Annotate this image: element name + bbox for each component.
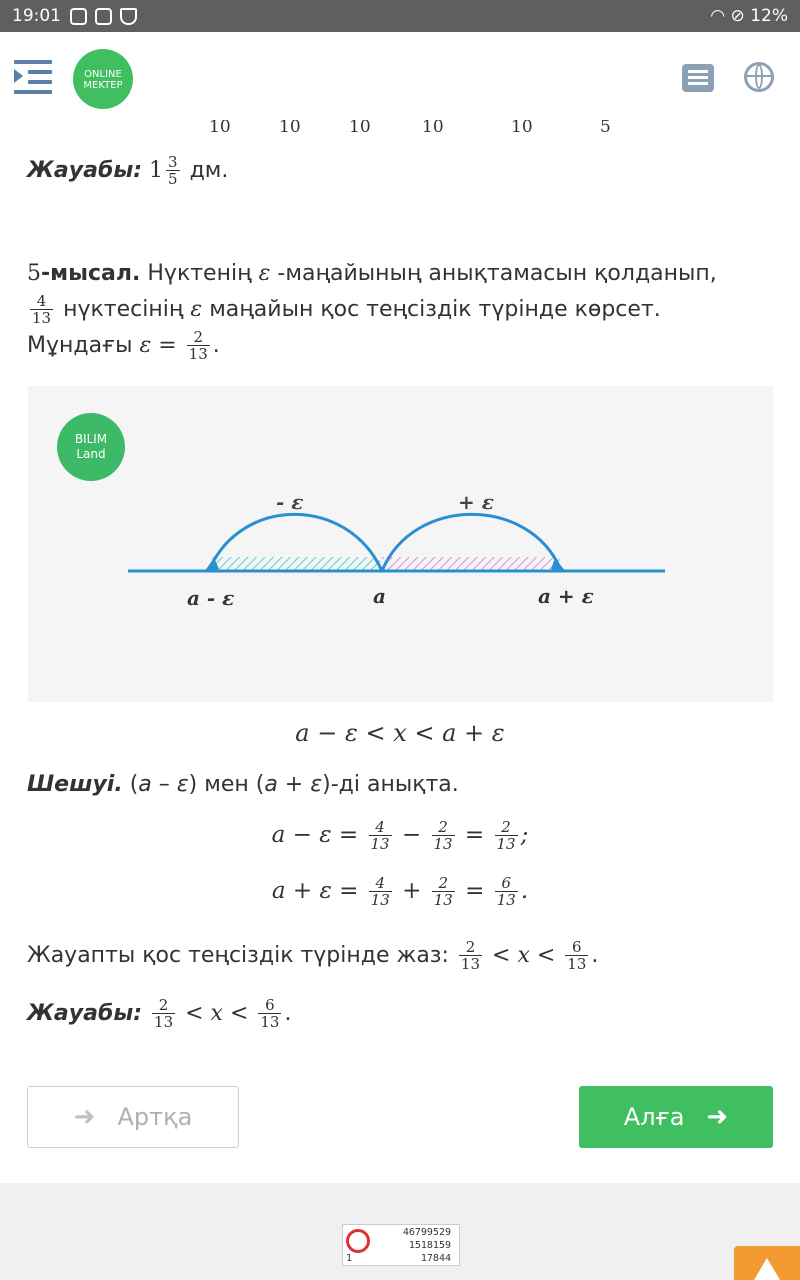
warning-icon[interactable] (734, 1246, 800, 1280)
status-time: 19:01 (12, 6, 61, 26)
partial-den: 5 (600, 120, 611, 134)
gallery-icon (95, 8, 112, 25)
battery-level: 12% (750, 6, 788, 26)
inequality: a − ε < x < a + ε (295, 719, 505, 747)
answer-label: Жауабы: (27, 1001, 143, 1026)
dnd-icon: ⊘ (730, 6, 745, 26)
back-button[interactable] (27, 1086, 239, 1148)
write-answer-line: Жауапты қос теңсіздік түрінде жаз: $\frac{2}{13}$ < x < $\frac{6}{13}$ . (27, 938, 599, 973)
example-number: 5 (27, 261, 41, 286)
list-icon[interactable] (682, 64, 714, 92)
partial-row (0, 120, 800, 134)
status-right (710, 6, 788, 26)
answer-unit: дм. (189, 158, 229, 183)
answer-1 (27, 155, 228, 187)
answer-label: Жауабы: (27, 158, 143, 183)
example-text: нүктесінің (63, 297, 184, 322)
a-label: a (373, 584, 386, 608)
instagram-icon (70, 8, 87, 25)
partial-den: 10 (349, 120, 371, 134)
example-text: -маңайының анықтамасын қолданып, (277, 261, 717, 286)
partial-den: 10 (279, 120, 301, 134)
arrow-right-icon: ➜ (706, 1102, 729, 1132)
counter-value: 46799529 (402, 1227, 451, 1238)
next-label: Алға (623, 1103, 685, 1131)
a-plus-eps-label: a + ε (538, 584, 594, 608)
logo-line1: ONLINE (84, 69, 122, 80)
answer-2: Жауабы: $\frac{2}{13}$ < x < $\frac{6}{13}$ . (27, 996, 292, 1031)
example-5 (27, 256, 777, 364)
point-fraction: $\frac{4}{13}$ (32, 292, 52, 327)
status-bar (0, 0, 800, 32)
partial-den: 10 (209, 120, 231, 134)
example-text: маңайын қос теңсіздік түрінде көрсет. (209, 297, 661, 322)
a-minus-eps-label: a - ε (187, 586, 235, 610)
next-button[interactable] (579, 1086, 773, 1148)
plus-eps-label: + ε (458, 490, 494, 514)
online-mektep-logo[interactable] (73, 49, 133, 109)
example-text: Мұндағы (27, 333, 133, 358)
partial-den: 10 (422, 120, 444, 134)
solution-intro: Шешуі. (а – ε) мен (а + ε)-ді анықта. (27, 772, 459, 797)
back-label: Артқа (117, 1103, 193, 1131)
solution-line-1: a − ε = $\frac{4}{13}$ − $\frac{2}{13}$ = $\frac{2}{13}$ ; (271, 818, 529, 853)
answer-fraction: $\frac{3}{5}$ (168, 153, 178, 188)
expr-a-minus-eps: а – ε (138, 772, 189, 797)
shield-icon (120, 8, 137, 25)
answer-whole: 1 (149, 158, 164, 183)
arrow-left-icon: ➜ (73, 1102, 96, 1132)
number-line-diagram (28, 386, 773, 702)
expr-a-plus-eps: а + ε (264, 772, 323, 797)
counter-value: 1518159 (408, 1240, 451, 1251)
example-title: -мысал. (41, 261, 141, 286)
counter-circle-icon (346, 1229, 370, 1253)
logo-line2: MEKTEP (83, 80, 123, 91)
app-header (0, 32, 800, 124)
example-text: Нүктенің (147, 261, 252, 286)
epsilon-neighborhood-figure (28, 386, 773, 702)
epsilon-fraction: $\frac{2}{13}$ (188, 328, 208, 363)
epsilon-equation: ε = (139, 333, 177, 358)
left-hatch (212, 557, 380, 571)
status-icons (70, 8, 145, 29)
right-hatch (382, 557, 560, 571)
solution-label: Шешуі. (27, 772, 123, 797)
wifi-icon: ◠ (710, 6, 726, 26)
example-line2 (27, 292, 777, 328)
minus-eps-label: - ε (276, 490, 304, 514)
counter-value: 17844 (420, 1253, 451, 1264)
bilimland-logo: BILIM Land (57, 413, 125, 481)
visit-counter[interactable] (342, 1224, 460, 1266)
epsilon-symbol: ε (258, 261, 271, 286)
example-line3: Мұндағы ε = $\frac{2}{13}$ . (27, 328, 220, 363)
menu-icon[interactable] (14, 60, 54, 96)
solution-line-2: a + ε = $\frac{4}{13}$ + $\frac{2}{13}$ = $\frac{6}{13}$ . (271, 874, 529, 909)
example-line1 (27, 256, 777, 292)
partial-den: 10 (511, 120, 533, 134)
globe-icon[interactable] (744, 62, 774, 92)
epsilon-symbol: ε (190, 297, 203, 322)
counter-value: 1 (346, 1253, 353, 1264)
